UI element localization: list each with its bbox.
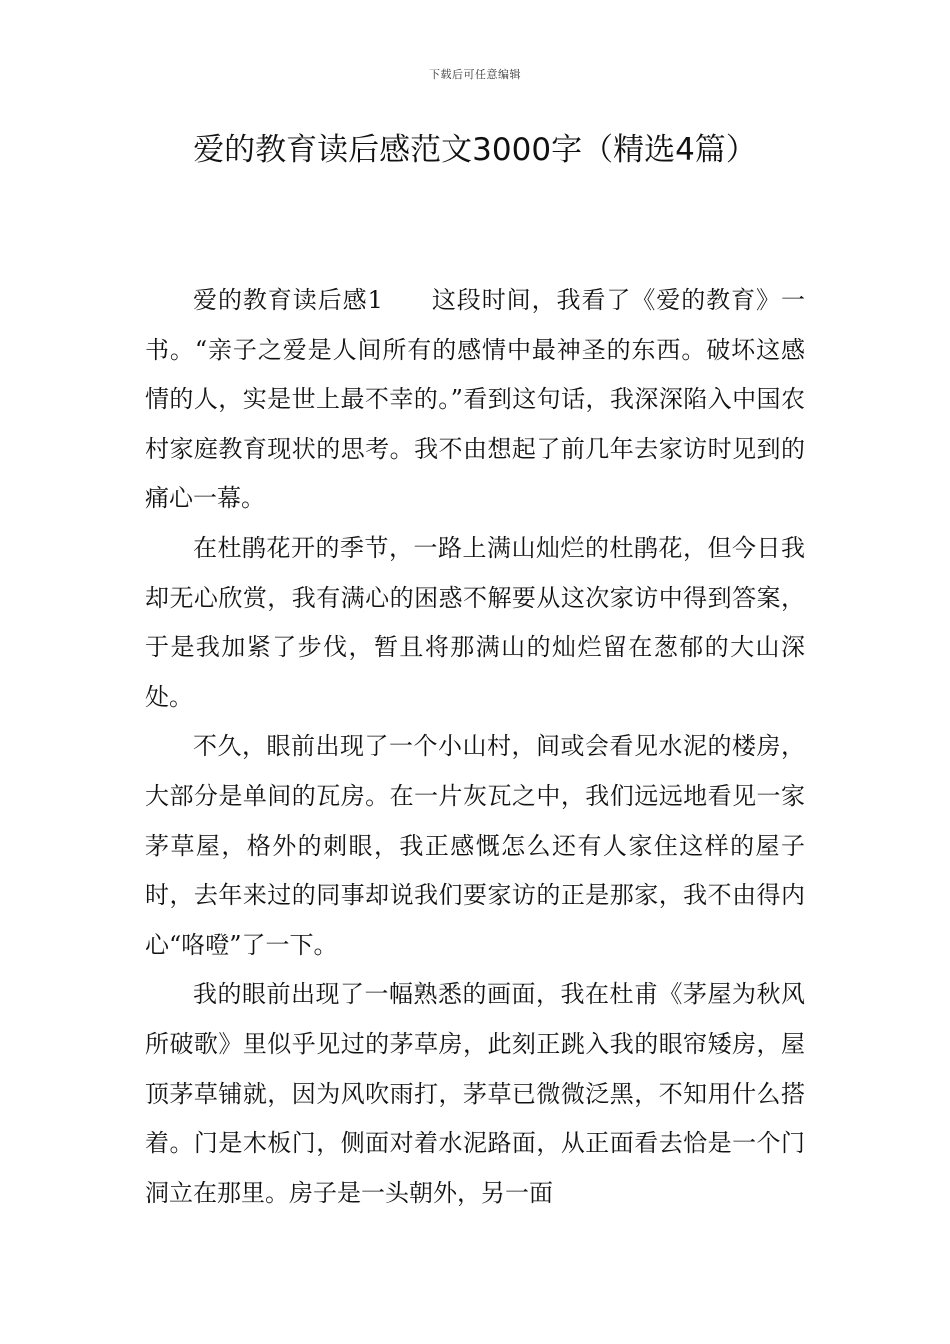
paragraph-3 bbox=[145, 722, 805, 970]
section-heading: 爱的教育读后感1 bbox=[193, 286, 383, 314]
document-body bbox=[145, 276, 805, 1218]
document-title: 爱的教育读后感范文3000字（精选4篇） bbox=[193, 132, 757, 168]
paragraph-4 bbox=[145, 970, 805, 1218]
paragraph-1 bbox=[145, 276, 805, 524]
header-note: 下载后可任意编辑 bbox=[429, 68, 521, 81]
paragraph-text: 不久，眼前出现了一个小山村，间或会看见水泥的楼房，大部分是单间的瓦房。在一片灰瓦之中，我们远远地看见一家茅草屋，格外的刺眼，我正感慨怎么还有人家住这样的屋子时，去年来过的同事却说我们要家访的正是那家，我不由得内心“咯噔”了一下。 bbox=[145, 732, 805, 959]
paragraph-2 bbox=[145, 524, 805, 722]
paragraph-text: 在杜鹃花开的季节，一路上满山灿烂的杜鹃花，但今日我却无心欣赏，我有满心的困惑不解要从这次家访中得到答案，于是我加紧了步伐，暂且将那满山的灿烂留在葱郁的大山深处。 bbox=[145, 533, 805, 711]
paragraph-text: 这段时间，我看了《爱的教育》一书。“亲子之爱是人间所有的感情中最神圣的东西。破坏这感情的人，实是世上最不幸的。”看到这句话，我深深陷入中国农村家庭教育现状的思考。我不由想起了前几年去家访时见到的痛心一幕。 bbox=[145, 286, 806, 513]
paragraph-text: 我的眼前出现了一幅熟悉的画面，我在杜甫《茅屋为秋风所破歌》里似乎见过的茅草房，此刻正跳入我的眼帘矮房，屋顶茅草铺就，因为风吹雨打，茅草已微微泛黑，不知用什么搭着。门是木板门，侧面对着水泥路面，从正面看去恰是一个门洞立在那里。房子是一头朝外，另一面 bbox=[145, 980, 805, 1207]
